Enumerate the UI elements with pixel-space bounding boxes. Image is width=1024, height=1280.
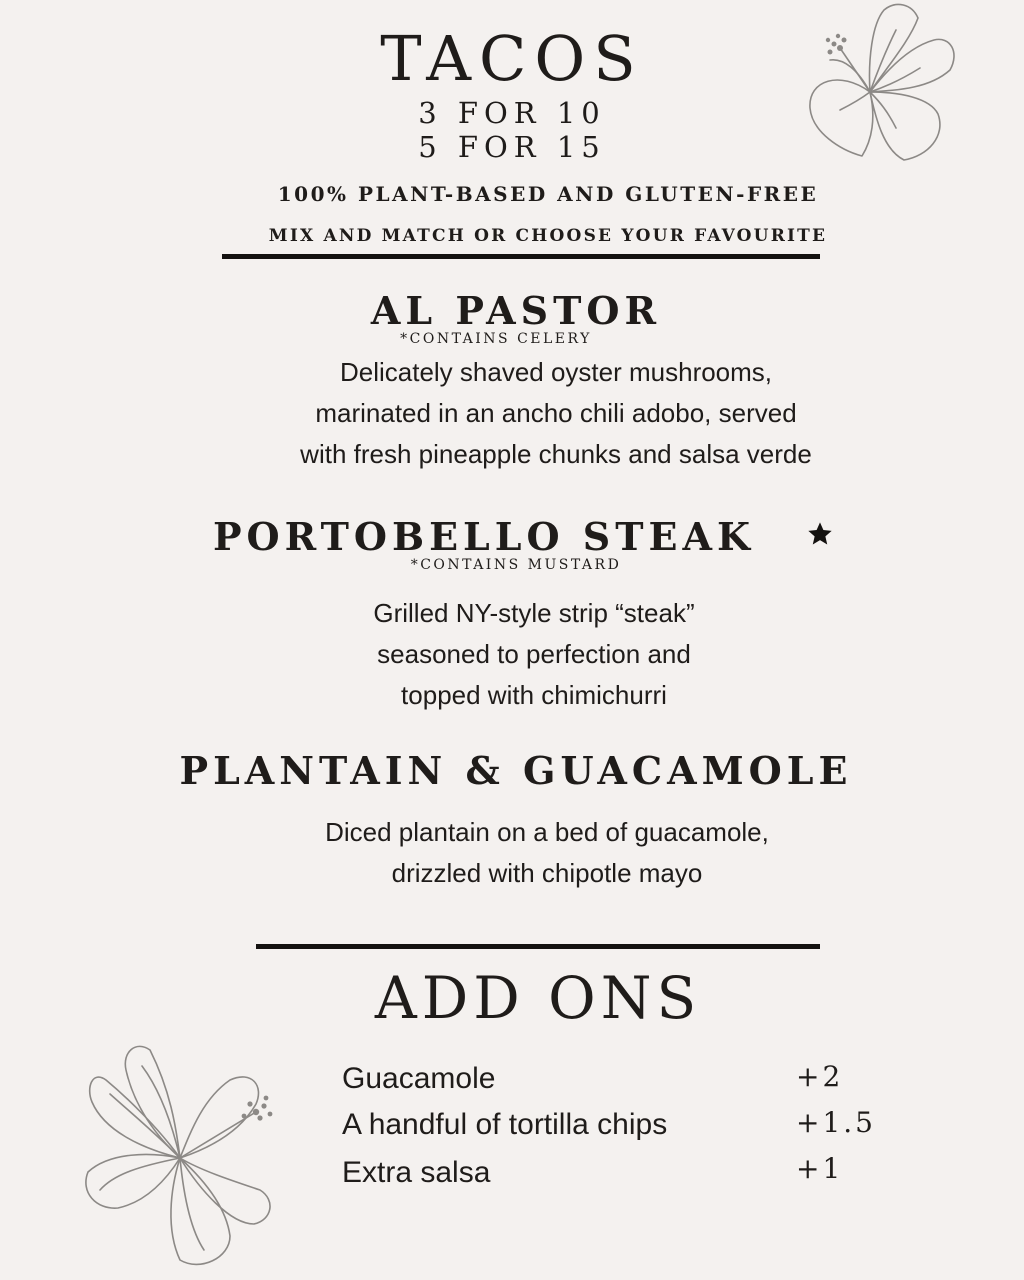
hibiscus-flower-icon	[80, 1040, 290, 1272]
addon-name-extra-salsa: Extra salsa	[342, 1156, 491, 1189]
addon-name-tortilla-chips: A handful of tortilla chips	[342, 1108, 668, 1141]
mix-and-match-note: MIX AND MATCH OR CHOOSE YOUR FAVOURITE	[268, 226, 828, 246]
addons-title: ADD ONS	[374, 964, 702, 1032]
description-line: Grilled NY-style strip “steak”	[373, 598, 695, 628]
price-line-2: 5 FOR 15	[418, 130, 606, 164]
item-allergen-portobello-steak: *CONTAINS MUSTARD	[410, 557, 622, 573]
addon-name-guacamole: Guacamole	[342, 1062, 496, 1095]
item-description-al-pastor	[44, 352, 1024, 475]
item-description-portobello-steak	[22, 593, 1024, 716]
addon-price-guacamole: +2	[796, 1060, 844, 1093]
tagline: 100% PLANT-BASED AND GLUTEN-FREE	[277, 182, 819, 206]
item-title-portobello-steak: PORTOBELLO STEAK	[212, 514, 755, 559]
star-icon	[806, 520, 834, 548]
item-title-al-pastor: AL PASTOR	[370, 288, 662, 333]
divider	[222, 254, 820, 259]
price-line-1: 3 FOR 10	[418, 96, 606, 130]
item-description-plantain-guacamole	[35, 812, 1024, 894]
description-line: topped with chimichurri	[401, 680, 667, 710]
divider	[256, 944, 820, 949]
menu-title: TACOS	[380, 22, 644, 95]
description-line: Delicately shaved oyster mushrooms,	[339, 357, 773, 387]
item-allergen-al-pastor: *CONTAINS CELERY	[400, 331, 592, 347]
description-line: drizzled with chipotle mayo	[391, 858, 703, 888]
addon-price-extra-salsa: +1	[796, 1152, 844, 1185]
addon-price-tortilla-chips: +1.5	[796, 1106, 876, 1139]
description-line: marinated in an ancho chili adobo, served	[315, 398, 797, 428]
description-line: seasoned to perfection and	[377, 639, 691, 669]
description-line: with fresh pineapple chunks and salsa verde	[300, 439, 812, 469]
description-line: Diced plantain on a bed of guacamole,	[325, 817, 769, 847]
item-title-plantain-guacamole: PLANTAIN & GUACAMOLE	[179, 748, 853, 793]
